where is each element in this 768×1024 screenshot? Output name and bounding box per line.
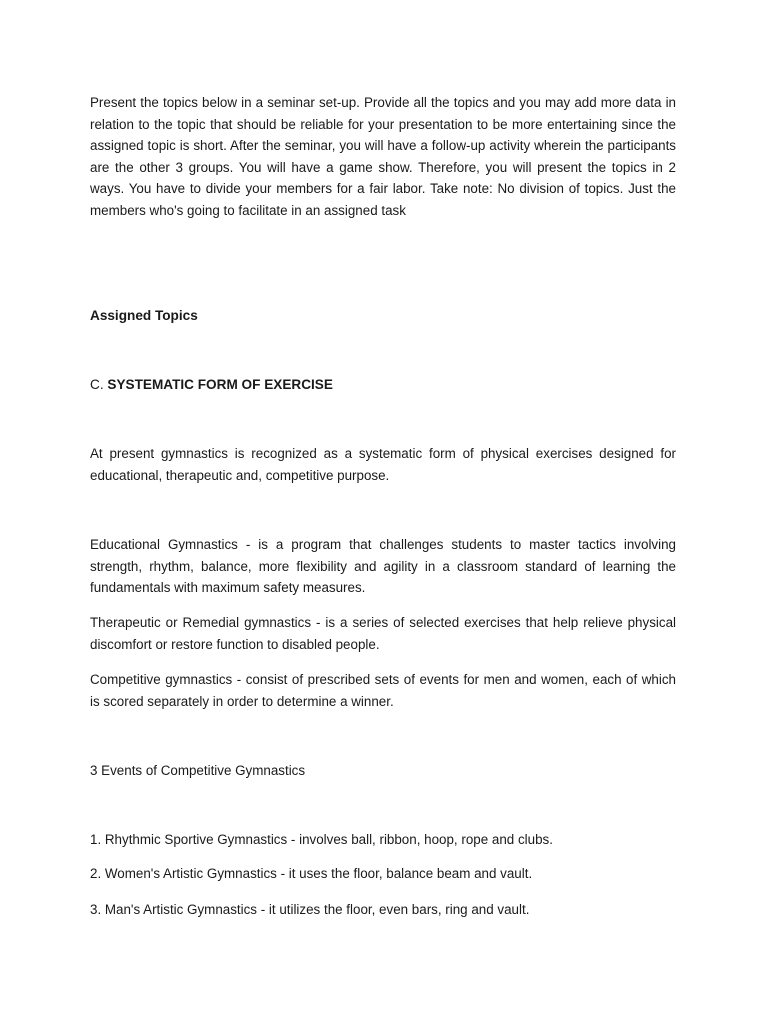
event-item-3: 3. Man's Artistic Gymnastics - it utilizes the floor, even bars, ring and vault.: [90, 902, 530, 917]
section-title-text: SYSTEMATIC FORM OF EXERCISE: [107, 377, 333, 392]
assigned-topics-heading: Assigned Topics: [90, 308, 198, 323]
therapeutic-gymnastics-paragraph: Therapeutic or Remedial gymnastics - is a series of selected exercises that help relieve physical discomfort or restore function to disabled people.: [90, 615, 676, 652]
definition-paragraph: At present gymnastics is recognized as a systematic form of physical exercises designed for educational, therapeutic and, competitive purpose.: [90, 446, 676, 483]
events-heading: 3 Events of Competitive Gymnastics: [90, 763, 306, 778]
event-item-2: 2. Women's Artistic Gymnastics - it uses the floor, balance beam and vault.: [90, 866, 533, 881]
competitive-gymnastics-paragraph: Competitive gymnastics - consist of prescribed sets of events for men and women, each of which is scored separately in order to determine a winner.: [90, 672, 676, 709]
section-title: [90, 374, 676, 396]
section-prefix: C.: [90, 377, 104, 392]
educational-gymnastics-paragraph: Educational Gymnastics - is a program that challenges students to master tactics involving strength, rhythm, balance, more flexibility and agility in a classroom standard of learning the fundamentals with maximum safety measures.: [90, 537, 676, 596]
intro-paragraph: Present the topics below in a seminar set-up. Provide all the topics and you may add more data in relation to the topic that should be reliable for your presentation to be more entertaining since the assigned topic is short. After the seminar, you will have a follow-up activity wherein the participants are the other 3 groups. You will have a game show. Therefore, you will present the topics in 2 ways. You have to divide your members for a fair labor. Take note: No division of topics. Just the members who's going to facilitate in an assigned task: [90, 95, 676, 218]
event-item-1: 1. Rhythmic Sportive Gymnastics - involves ball, ribbon, hoop, rope and clubs.: [90, 832, 553, 847]
